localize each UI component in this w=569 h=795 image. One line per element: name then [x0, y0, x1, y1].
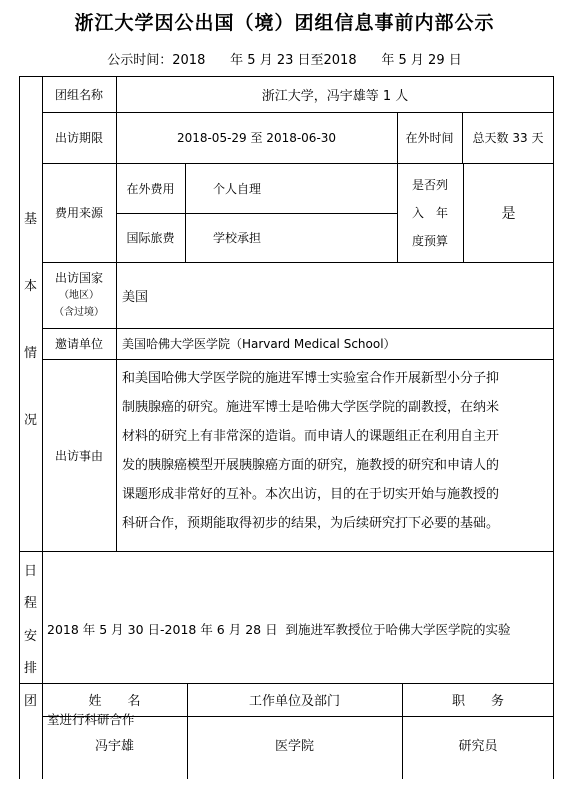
abroad-fee-label: 在外费用	[126, 181, 175, 196]
abroad-fee-value: 个人自理	[213, 181, 262, 196]
notice-period	[0, 49, 569, 68]
purpose-label: 出访事由	[54, 448, 103, 463]
schedule-line: 2018 年 5 月 30 日-2018 年 6 月 28 日 到施进军教授位于哈佛大学医学院的实验	[47, 622, 511, 637]
notice-start-date: 年 5 月 23 日至	[230, 53, 324, 68]
notice-end-year: 2018	[323, 53, 357, 68]
budget-label-line: 是否列	[411, 177, 448, 192]
schedule-line: 室进行科研合作	[47, 712, 135, 727]
member-name: 冯宇雄	[94, 738, 134, 754]
purpose-line: 制胰腺癌的研究。施进军博士是哈佛大学医学院的副教授，在纳米	[122, 400, 500, 415]
member-position: 研究员	[458, 738, 498, 754]
basic-label-char: 况	[23, 413, 37, 428]
purpose-line: 材料的研究上有非常深的造诣。而申请人的课题组正在利用自主开	[122, 429, 500, 444]
purpose-line: 课题形成非常好的互补。本次出访，目的在于切实开始与施教授的	[122, 487, 500, 502]
abroad-time-label: 在外时间	[405, 131, 454, 145]
row-divider	[42, 359, 554, 360]
member-unit: 医学院	[274, 738, 314, 754]
info-table	[19, 76, 554, 779]
country-label-line: 出访国家	[54, 270, 103, 285]
budget-label-line: 度预算	[411, 233, 448, 248]
schedule-section-label	[19, 560, 42, 676]
purpose-text	[122, 364, 550, 538]
purpose-line: 发的胰腺癌模型开展胰腺癌方面的研究，施教授的研究和申请人的	[122, 458, 500, 473]
inviter-value: 美国哈佛大学医学院（Harvard Medical School）	[122, 337, 396, 351]
schedule-label-char: 安	[23, 628, 37, 644]
country-label-line: （含过境）	[54, 306, 104, 318]
column-divider	[42, 551, 43, 683]
total-days: 总天数 33 天	[472, 131, 544, 145]
section-divider	[19, 551, 554, 552]
budget-label-line: 入 年	[411, 205, 448, 220]
schedule-label-char: 日	[23, 564, 37, 579]
page-title: 浙江大学因公出国（境）团组信息事前内部公示	[74, 12, 495, 34]
schedule-label-char: 程	[23, 596, 37, 612]
intl-travel-value: 学校承担	[213, 231, 262, 245]
schedule-label-char: 排	[23, 660, 37, 676]
member-header-position: 职 务	[451, 694, 504, 709]
country-value: 美国	[122, 289, 149, 305]
group-name-label: 团组名称	[54, 87, 103, 102]
period-label: 出访期限	[54, 131, 103, 145]
notice-start-year: 2018	[172, 53, 206, 68]
member-header-name: 姓 名	[88, 694, 141, 709]
purpose-line: 科研合作，预期能取得初步的结果，为后续研究打下必要的基础。	[122, 516, 500, 531]
purpose-line: 和美国哈佛大学医学院的施进军博士实验室合作开展新型小分子抑	[122, 371, 500, 386]
members-section-label: 团	[23, 694, 37, 709]
member-header-unit: 工作单位及部门	[248, 694, 340, 709]
period-value: 2018-05-29 至 2018-06-30	[176, 131, 337, 145]
notice-end-date: 年 5 月 29 日	[381, 53, 462, 68]
group-name-value: 浙江大学，冯宇雄等 1 人	[261, 88, 409, 104]
notice-label: 公示时间：	[107, 53, 173, 68]
basic-label-char: 基	[23, 212, 37, 227]
basic-label-char: 情	[23, 346, 37, 361]
budget-label	[397, 163, 463, 262]
inviter-label: 邀请单位	[54, 337, 103, 351]
basic-label-char: 本	[23, 279, 37, 294]
country-label	[42, 262, 116, 328]
fee-source-label: 费用来源	[54, 206, 103, 220]
intl-travel-label: 国际旅费	[126, 231, 175, 245]
country-label-line: （地区）	[59, 289, 99, 301]
budget-value: 是	[501, 205, 516, 222]
basic-section-label	[19, 208, 42, 428]
